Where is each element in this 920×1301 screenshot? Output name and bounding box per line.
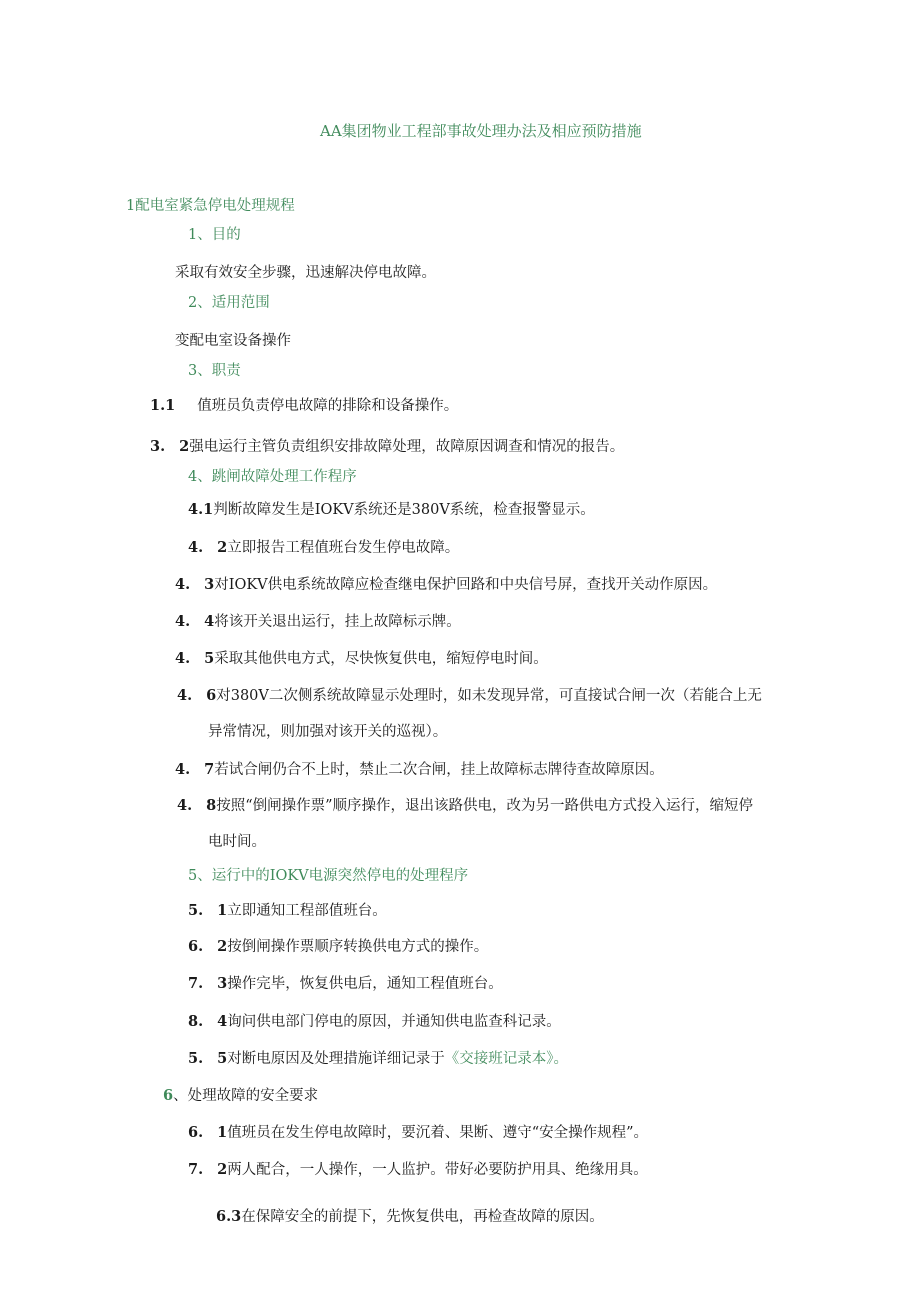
duty-item-1 bbox=[150, 396, 458, 416]
list-item: 4. 3对IOKV供电系统故障应检查继电保护回路和中央信号屏，查找开关动作原因。 bbox=[175, 576, 718, 593]
purpose-heading: 1、目的 bbox=[188, 227, 241, 243]
section-1-heading: 1配电室紧急停电处理规程 bbox=[126, 198, 295, 214]
item-number: 1.1 bbox=[150, 397, 176, 414]
list-item: 4.1判断故障发生是IOKV系统还是380V系统，检查报警显示。 bbox=[188, 501, 595, 518]
item-text: 值班员负责停电故障的排除和设备操作。 bbox=[197, 398, 459, 414]
duty-item-2 bbox=[150, 437, 624, 457]
duty-heading: 3、职责 bbox=[188, 363, 241, 379]
scope-heading: 2、适用范围 bbox=[188, 295, 270, 311]
list-item: 7. 2两人配合，一人操作，一人监护。带好必要防护用具、绝缘用具。 bbox=[188, 1161, 648, 1178]
purpose-text: 采取有效安全步骤，迅速解决停电故障。 bbox=[175, 265, 436, 281]
section-4-heading: 4、跳闸故障处理工作程序 bbox=[188, 469, 357, 485]
list-item: 6.3在保障安全的前提下，先恢复供电，再检查故障的原因。 bbox=[216, 1208, 604, 1225]
section-6-heading: 6、处理故障的安全要求 bbox=[163, 1087, 319, 1104]
list-item: 4. 6对380V二次侧系统故障显示处理时，如未发现异常，可直接试合闸一次（若能合上无 bbox=[177, 687, 762, 704]
list-item: 5. 5对断电原因及处理措施详细记录于《交接班记录本》。 bbox=[188, 1050, 568, 1067]
item-subnumber: 2 bbox=[179, 438, 190, 455]
list-item-continuation: 电时间。 bbox=[208, 834, 266, 850]
item-text: 强电运行主管负责组织安排故障处理，故障原因调查和情况的报告。 bbox=[189, 439, 625, 455]
document-title bbox=[320, 121, 642, 141]
list-item: 4. 7若试合闸仍合不上时，禁止二次合闸，挂上故障标志牌待查故障原因。 bbox=[175, 761, 664, 778]
list-item: 7. 3操作完毕，恢复供电后，通知工程值班台。 bbox=[188, 975, 503, 992]
list-item: 4. 8按照“倒闸操作票”顺序操作，退出该路供电，改为另一路供电方式投入运行，缩短停 bbox=[177, 797, 754, 814]
list-item: 4. 2立即报告工程值班台发生停电故障。 bbox=[188, 539, 460, 556]
record-book-reference: 《交接班记录本》。 bbox=[444, 1051, 568, 1067]
list-item: 8. 4询问供电部门停电的原因，并通知供电监查科记录。 bbox=[188, 1013, 561, 1030]
list-item: 4. 4将该开关退出运行，挂上故障标示牌。 bbox=[175, 613, 461, 630]
scope-text: 变配电室设备操作 bbox=[175, 333, 291, 349]
section-5-heading: 5、运行中的IOKV电源突然停电的处理程序 bbox=[188, 868, 469, 884]
list-item: 6. 2按倒闸操作票顺序转换供电方式的操作。 bbox=[188, 938, 489, 955]
title-text: AA集团物业工程部事故处理办法及相应预防措施 bbox=[320, 122, 642, 140]
list-item: 4. 5采取其他供电方式，尽快恢复供电，缩短停电时间。 bbox=[175, 650, 548, 667]
list-item: 5. 1立即通知工程部值班台。 bbox=[188, 902, 387, 919]
item-number: 3. bbox=[150, 438, 166, 455]
list-item: 6. 1值班员在发生停电故障时，要沉着、果断、遵守“安全操作规程”。 bbox=[188, 1124, 649, 1141]
list-item-continuation: 异常情况，则加强对该开关的巡视）。 bbox=[208, 724, 448, 740]
